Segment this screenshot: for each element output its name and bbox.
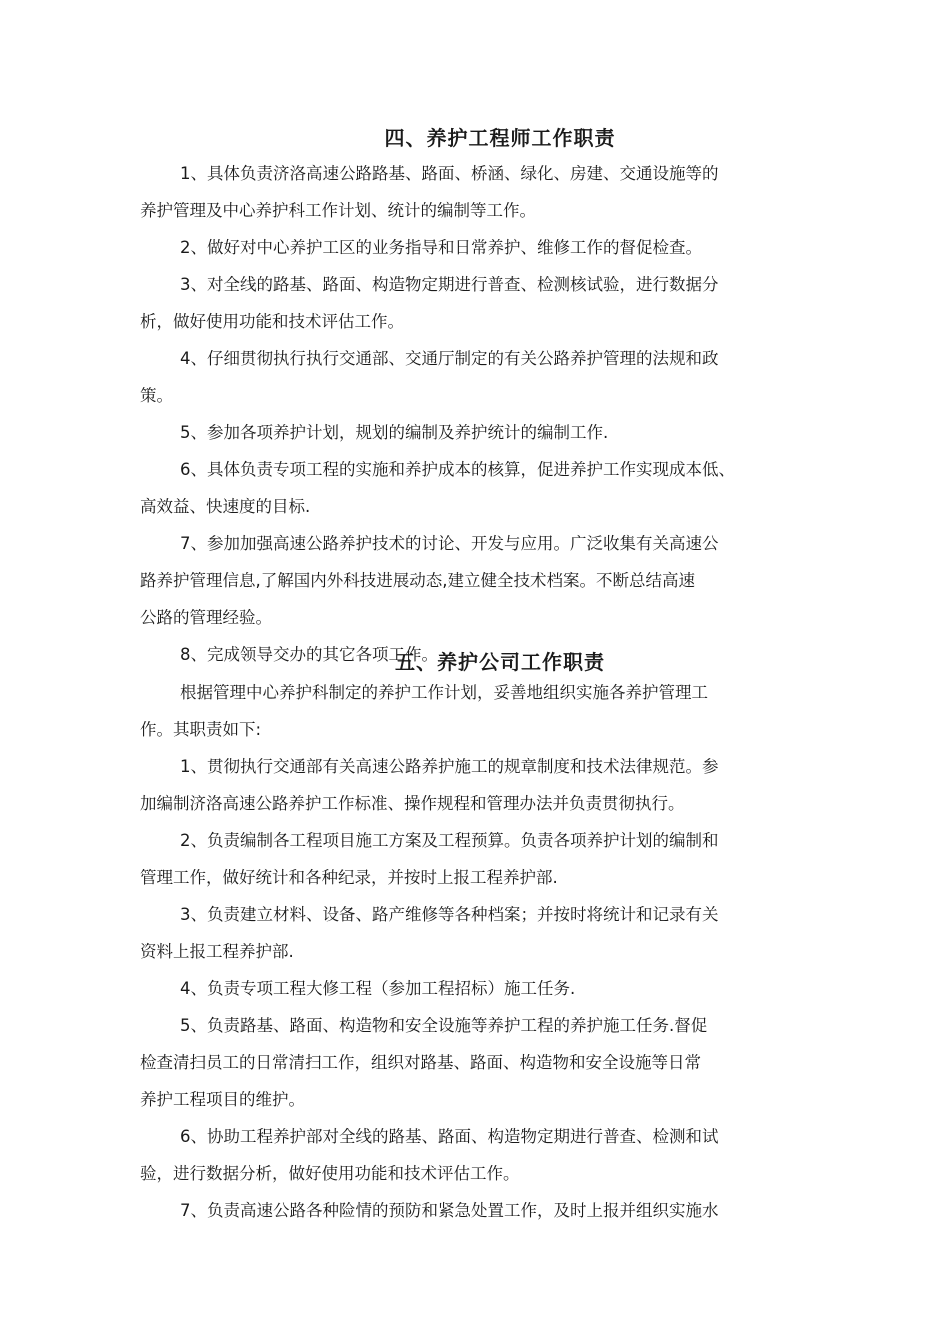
section-body [140, 674, 830, 1229]
paragraph-line: 管理工作，做好统计和各种纪录，并按时上报工程养护部. [140, 868, 558, 887]
paragraph [140, 1192, 830, 1229]
paragraph-line: 作。其职责如下: [140, 720, 262, 739]
paragraph [140, 748, 830, 822]
paragraph-line: 3、负责建立材料、设备、路产维修等各种档案；并按时将统计和记录有关 [180, 905, 719, 924]
paragraph [140, 1118, 830, 1192]
paragraph [140, 451, 830, 525]
paragraph-line: 养护管理及中心养护科工作计划、统计的编制等工作。 [140, 201, 536, 220]
paragraph-line: 5、负责路基、路面、构造物和安全设施等养护工程的养护施工任务.督促 [180, 1016, 708, 1035]
paragraph-line: 析，做好使用功能和技术评估工作。 [140, 312, 404, 331]
section-heading: 五、养护公司工作职责 [395, 650, 605, 674]
paragraph-line: 公路的管理经验。 [140, 608, 272, 627]
paragraph [140, 414, 830, 451]
paragraph-line: 根据管理中心养护科制定的养护工作计划，妥善地组织实施各养护管理工 [180, 683, 708, 702]
paragraph-line: 4、负责专项工程大修工程（参加工程招标）施工任务. [180, 979, 576, 998]
paragraph [140, 674, 830, 748]
paragraph-line: 7、参加加强高速公路养护技术的讨论、开发与应用。广泛收集有关高速公 [180, 534, 719, 553]
paragraph [140, 896, 830, 970]
paragraph [140, 822, 830, 896]
section-heading: 四、养护工程师工作职责 [384, 126, 616, 150]
paragraph-line: 2、负责编制各工程项目施工方案及工程预算。负责各项养护计划的编制和 [180, 831, 719, 850]
section-maintenance-engineer [140, 126, 830, 673]
paragraph-line: 2、做好对中心养护工区的业务指导和日常养护、维修工作的督促检查。 [180, 238, 702, 257]
paragraph-line: 1、贯彻执行交通部有关高速公路养护施工的规章制度和技术法律规范。参 [180, 757, 719, 776]
paragraph-line: 1、具体负责济洛高速公路路基、路面、桥涵、绿化、房建、交通设施等的 [180, 164, 719, 183]
paragraph [140, 266, 830, 340]
paragraph [140, 155, 830, 229]
paragraph [140, 525, 830, 636]
paragraph-line: 6、协助工程养护部对全线的路基、路面、构造物定期进行普查、检测和试 [180, 1127, 719, 1146]
paragraph-line: 6、具体负责专项工程的实施和养护成本的核算，促进养护工作实现成本低、 [180, 460, 735, 479]
paragraph-line: 5、参加各项养护计划，规划的编制及养护统计的编制工作. [180, 423, 609, 442]
paragraph-line: 8、完成领导交办的其它各项工作。 [180, 645, 438, 664]
paragraph [140, 1007, 830, 1118]
paragraph-line: 4、仔细贯彻执行执行交通部、交通厅制定的有关公路养护管理的法规和政 [180, 349, 719, 368]
paragraph-line: 资料上报工程养护部. [140, 942, 294, 961]
paragraph [140, 340, 830, 414]
paragraph [140, 970, 830, 1007]
paragraph-line: 养护工程项目的维护。 [140, 1090, 305, 1109]
paragraph-line: 路养护管理信息,了解国内外科技进展动态,建立健全技术档案。不断总结高速 [140, 571, 695, 590]
section-maintenance-company [140, 650, 830, 1229]
section-body [140, 155, 830, 673]
paragraph-line: 高效益、快速度的目标. [140, 497, 311, 516]
paragraph-line: 策。 [140, 386, 173, 405]
paragraph-line: 加编制济洛高速公路养护工作标准、操作规程和管理办法并负责贯彻执行。 [140, 794, 685, 813]
paragraph-line: 验，进行数据分析，做好使用功能和技术评估工作。 [140, 1164, 520, 1183]
paragraph-line: 3、对全线的路基、路面、构造物定期进行普查、检测核试验，进行数据分 [180, 275, 719, 294]
paragraph-line: 7、负责高速公路各种险情的预防和紧急处置工作，及时上报并组织实施水 [180, 1201, 719, 1220]
paragraph [140, 229, 830, 266]
paragraph-line: 检查清扫员工的日常清扫工作，组织对路基、路面、构造物和安全设施等日常 [140, 1053, 701, 1072]
